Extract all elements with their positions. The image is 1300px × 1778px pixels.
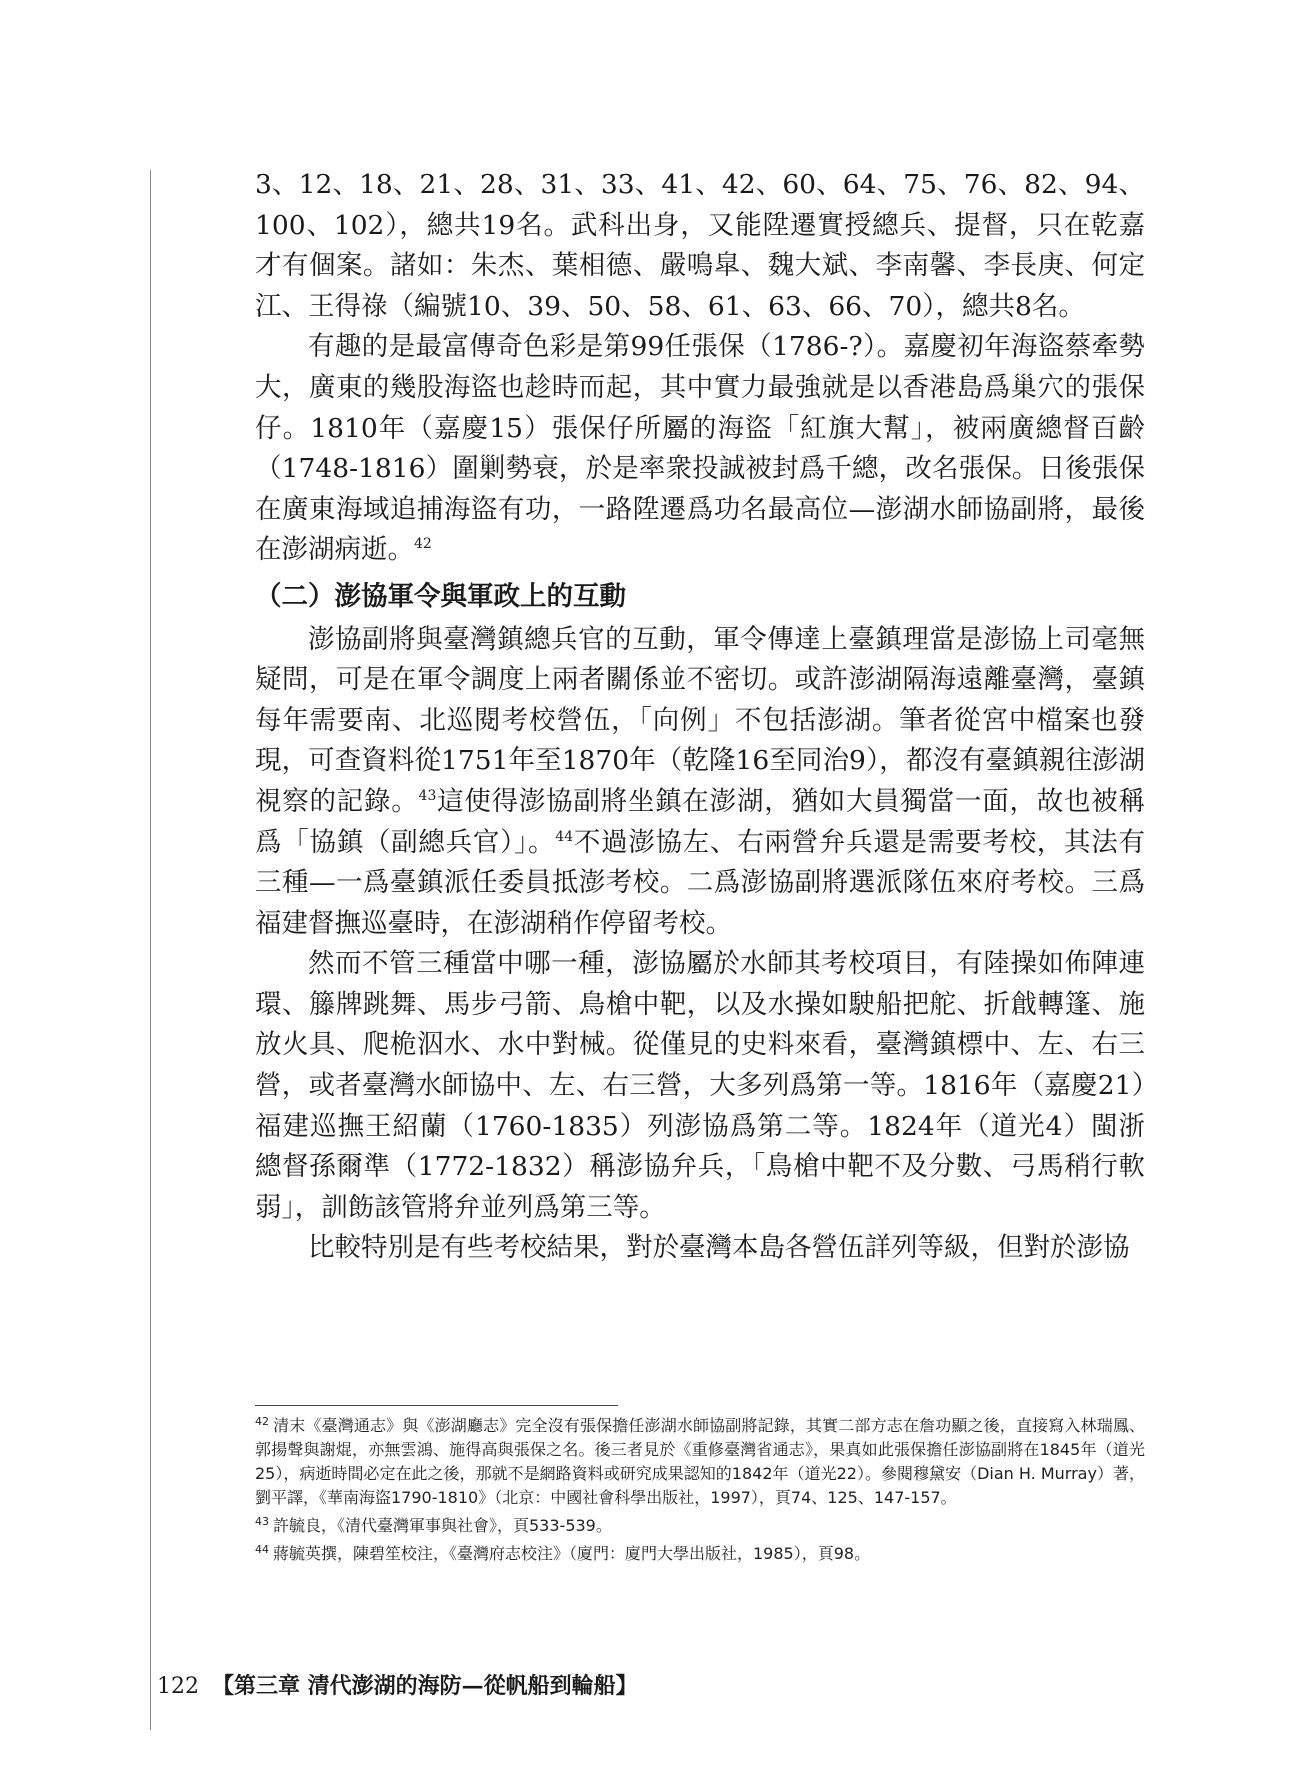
margin-rule: [150, 170, 151, 1730]
body-text: [255, 165, 1145, 1269]
footnote-ref-43[interactable]: 43: [418, 787, 437, 804]
footnote-44: $^{44}$ 蔣毓英撰，陳碧笙校注，《臺灣府志校注》（廈門：廈門大學出版社，1985），頁98。: [255, 1543, 871, 1563]
paragraph-exam-items: 然而不管三種當中哪一種，澎協屬於水師其考校項目，有陸操如佈陣連環、籐牌跳舞、馬步弓箭、鳥槍中靶，以及水操如駛船把舵、折戧轉篷、施放火具、爬桅泅水、水中對械。從僅見的史料來看，臺灣鎮標中、左、右三營，或者臺灣水師協中、左、右三營，大多列爲第一等。1816年（嘉慶21）福建巡撫王紹蘭（1760-1835）列澎協爲第二等。1824年（道光4）閩浙總督孫爾準（1772-1832）稱澎協弁兵，「鳥槍中靶不及分數、弓馬稍行軟弱」，訓飭該管將弁並列爲第三等。: [255, 948, 1145, 1223]
footnote-ref-42[interactable]: 42: [414, 536, 432, 553]
paragraph-zhang-bao: 有趣的是最富傳奇色彩是第99任張保（1786-?）。嘉慶初年海盜蔡牽勢大，廣東的幾股海盜也趁時而起，其中實力最強就是以香港島爲巢穴的張保仔。1810年（嘉慶15）張保仔所屬的海盜「紅旗大幫」，被兩廣總督百齡（1748-1816）圍剿勢衰，於是率衆投誠被封爲千總，改名張保。日後張保在廣東海域追捕海盜有功，一路陞遷爲功名最高位—澎湖水師協副將，最後在澎湖病逝。$^{42}$: [255, 331, 1145, 566]
section-heading: （二）澎協軍令與軍政上的互動: [255, 580, 626, 612]
paragraph-continued: 3、12、18、21、28、31、33、41、42、60、64、75、76、82、94、100、102），總共19名。武科出身，又能陞遷實授總兵、提督，只在乾嘉才有個案。諸如：朱杰、葉相德、嚴鳴皐、魏大斌、李南馨、李長庚、何定江、王得祿（編號10、39、50、58、61、63、66、70），總共8名。: [255, 169, 1145, 322]
paragraph-military-orders: 澎協副將與臺灣鎮總兵官的互動，軍令傳達上臺鎮理當是澎協上司毫無疑問，可是在軍令調度上兩者關係並不密切。或許澎湖隔海遠離臺灣，臺鎮每年需要南、北巡閱考校營伍，「向例」不包括澎湖。筆者從宮中檔案也發現，可查資料從1751年至1870年（乾隆16至同治9），都沒有臺鎮親往澎湖視察的記錄。$^{43}$這使得澎協副將坐鎮在澎湖，猶如大員獨當一面，故也被稱爲「協鎮（副總兵官）」。$^{44}$不過澎協左、右兩營弁兵還是需要考校，其法有三種—一爲臺鎮派任委員抵澎考校。二爲澎協副將選派隊伍來府考校。三爲福建督撫巡臺時，在澎湖稍作停留考校。: [255, 623, 1146, 939]
page-number: 122: [157, 1674, 199, 1699]
paragraph-special-results: 比較特別是有些考校結果，對於臺灣本島各營伍詳列等級，但對於澎協: [308, 1232, 1130, 1264]
chapter-title: 【第三章 清代澎湖的海防—從帆船到輪船】: [212, 1673, 638, 1699]
footnote-ref-44[interactable]: 44: [555, 828, 574, 845]
running-footer: [157, 1672, 638, 1701]
footnote-43: $^{43}$ 許毓良，《清代臺灣軍事與社會》，頁533-539。: [255, 1515, 612, 1535]
footnotes: [255, 1414, 1145, 1570]
footnote-42: $^{42}$ 清末《臺灣通志》與《澎湖廳志》完全沒有張保擔任澎湖水師協副將記錄，其實二部方志在詹功顯之後，直接寫入林瑞鳳、郭揚聲與謝焜，亦無雲鴻、施得高與張保之名。後三者見於《重修臺灣省通志》，果真如此張保擔任澎協副將在1845年（道光25），病逝時間必定在此之後，那就不是網路資料或研究成果認知的1842年（道光22）。參閱穆黛安（Dian H. Murray）著，劉平譯，《華南海盜1790-1810》（北京：中國社會科學出版社，1997），頁74、125、147-157。: [255, 1415, 1145, 1507]
footnote-separator: [255, 1405, 618, 1406]
